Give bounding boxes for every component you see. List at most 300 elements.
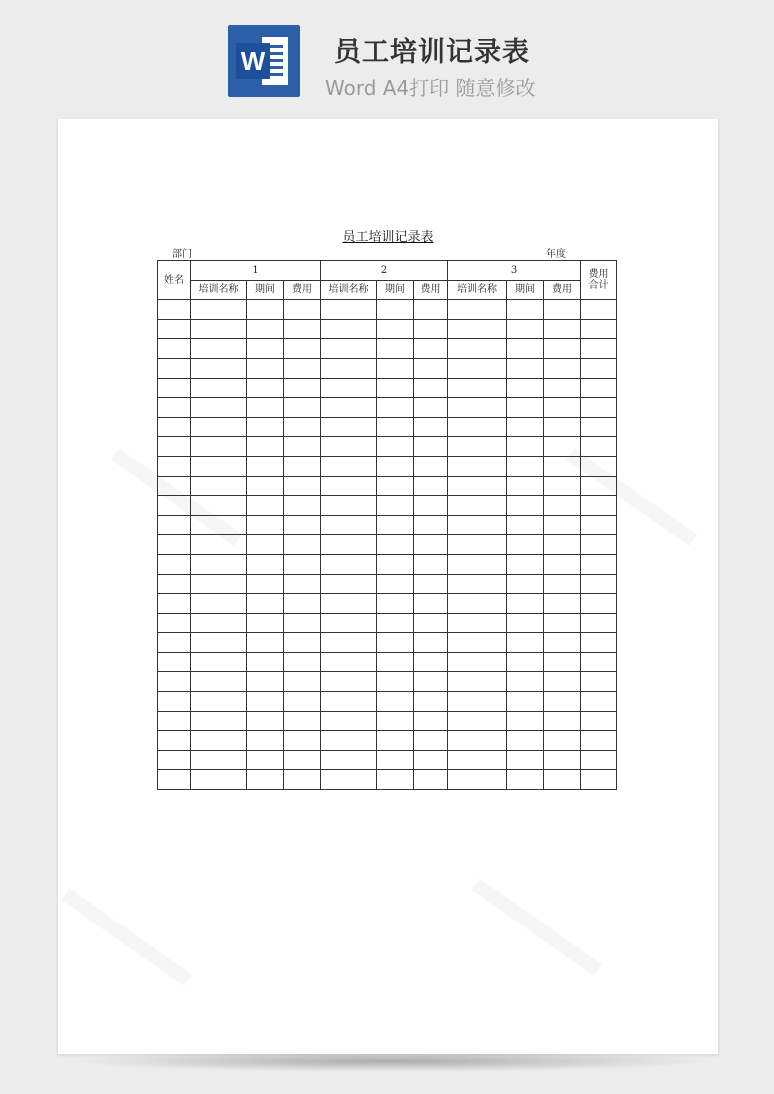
table-cell[interactable] bbox=[448, 554, 507, 574]
table-cell[interactable] bbox=[414, 476, 448, 496]
table-cell[interactable] bbox=[581, 496, 617, 516]
table-cell[interactable] bbox=[377, 750, 414, 770]
table-cell[interactable] bbox=[247, 554, 284, 574]
table-cell[interactable] bbox=[284, 652, 321, 672]
table-cell[interactable] bbox=[581, 652, 617, 672]
table-cell[interactable] bbox=[448, 672, 507, 692]
table-cell[interactable] bbox=[377, 496, 414, 516]
table-cell[interactable] bbox=[191, 319, 247, 339]
table-cell[interactable] bbox=[321, 574, 377, 594]
table-cell[interactable] bbox=[284, 770, 321, 790]
table-cell[interactable] bbox=[507, 300, 544, 320]
table-cell[interactable] bbox=[377, 692, 414, 712]
table-cell[interactable] bbox=[448, 437, 507, 457]
table-cell[interactable] bbox=[321, 456, 377, 476]
table-cell[interactable] bbox=[191, 515, 247, 535]
table-cell[interactable] bbox=[544, 476, 581, 496]
table-cell[interactable] bbox=[321, 417, 377, 437]
table-cell[interactable] bbox=[448, 456, 507, 476]
table-cell[interactable] bbox=[191, 300, 247, 320]
table-cell[interactable] bbox=[191, 731, 247, 751]
table-cell[interactable] bbox=[581, 398, 617, 418]
table-cell[interactable] bbox=[414, 574, 448, 594]
table-cell[interactable] bbox=[544, 692, 581, 712]
table-cell[interactable] bbox=[544, 496, 581, 516]
table-row bbox=[158, 535, 617, 555]
table-cell[interactable] bbox=[507, 574, 544, 594]
table-cell[interactable] bbox=[321, 437, 377, 457]
table-cell[interactable] bbox=[377, 672, 414, 692]
table-cell[interactable] bbox=[377, 711, 414, 731]
table-cell[interactable] bbox=[581, 300, 617, 320]
table-cell[interactable] bbox=[507, 652, 544, 672]
table-cell[interactable] bbox=[507, 398, 544, 418]
document-page bbox=[58, 119, 718, 1054]
table-cell[interactable] bbox=[448, 496, 507, 516]
table-cell[interactable] bbox=[158, 319, 191, 339]
table-cell[interactable] bbox=[158, 378, 191, 398]
table-cell[interactable] bbox=[507, 535, 544, 555]
table-cell[interactable] bbox=[321, 300, 377, 320]
table-cell[interactable] bbox=[284, 574, 321, 594]
table-cell[interactable] bbox=[448, 358, 507, 378]
table-cell[interactable] bbox=[414, 417, 448, 437]
table-cell[interactable] bbox=[581, 750, 617, 770]
table-cell[interactable] bbox=[448, 339, 507, 359]
table-cell[interactable] bbox=[321, 750, 377, 770]
table-cell[interactable] bbox=[507, 613, 544, 633]
table-cell[interactable] bbox=[377, 574, 414, 594]
table-cell[interactable] bbox=[377, 613, 414, 633]
table-row bbox=[158, 339, 617, 359]
table-cell[interactable] bbox=[414, 652, 448, 672]
table-row bbox=[158, 319, 617, 339]
table-cell[interactable] bbox=[284, 515, 321, 535]
table-cell[interactable] bbox=[377, 358, 414, 378]
table-cell[interactable] bbox=[284, 358, 321, 378]
table-cell[interactable] bbox=[284, 319, 321, 339]
table-cell[interactable] bbox=[321, 770, 377, 790]
table-cell[interactable] bbox=[581, 692, 617, 712]
table-cell[interactable] bbox=[581, 378, 617, 398]
table-cell[interactable] bbox=[581, 770, 617, 790]
table-cell[interactable] bbox=[544, 574, 581, 594]
table-row bbox=[158, 358, 617, 378]
table-cell[interactable] bbox=[544, 633, 581, 653]
table-cell[interactable] bbox=[158, 535, 191, 555]
table-cell[interactable] bbox=[544, 594, 581, 614]
table-cell[interactable] bbox=[321, 731, 377, 751]
table-cell[interactable] bbox=[377, 633, 414, 653]
table-cell[interactable] bbox=[377, 594, 414, 614]
table-cell[interactable] bbox=[191, 633, 247, 653]
table-cell[interactable] bbox=[247, 456, 284, 476]
table-cell[interactable] bbox=[247, 437, 284, 457]
table-cell[interactable] bbox=[158, 476, 191, 496]
table-cell[interactable] bbox=[158, 711, 191, 731]
table-cell[interactable] bbox=[321, 476, 377, 496]
table-cell[interactable] bbox=[414, 711, 448, 731]
table-cell[interactable] bbox=[377, 554, 414, 574]
table-cell[interactable] bbox=[414, 398, 448, 418]
table-cell[interactable] bbox=[284, 417, 321, 437]
table-cell[interactable] bbox=[414, 535, 448, 555]
table-cell[interactable] bbox=[247, 574, 284, 594]
table-cell[interactable] bbox=[581, 731, 617, 751]
table-cell[interactable] bbox=[321, 613, 377, 633]
table-cell[interactable] bbox=[544, 339, 581, 359]
table-cell[interactable] bbox=[448, 613, 507, 633]
table-cell[interactable] bbox=[448, 750, 507, 770]
table-row bbox=[158, 672, 617, 692]
table-cell[interactable] bbox=[544, 613, 581, 633]
table-cell[interactable] bbox=[247, 770, 284, 790]
table-cell[interactable] bbox=[448, 515, 507, 535]
table-cell[interactable] bbox=[321, 515, 377, 535]
table-cell[interactable] bbox=[581, 476, 617, 496]
table-cell[interactable] bbox=[507, 437, 544, 457]
table-cell[interactable] bbox=[158, 437, 191, 457]
table-cell[interactable] bbox=[158, 652, 191, 672]
table-cell[interactable] bbox=[191, 711, 247, 731]
table-cell[interactable] bbox=[247, 594, 284, 614]
table-cell[interactable] bbox=[507, 319, 544, 339]
table-cell[interactable] bbox=[448, 398, 507, 418]
table-cell[interactable] bbox=[247, 515, 284, 535]
table-row bbox=[158, 731, 617, 751]
table-cell[interactable] bbox=[507, 456, 544, 476]
table-row bbox=[158, 476, 617, 496]
table-cell[interactable] bbox=[247, 417, 284, 437]
table-cell[interactable] bbox=[448, 770, 507, 790]
table-cell[interactable] bbox=[321, 633, 377, 653]
table-cell[interactable] bbox=[247, 633, 284, 653]
table-cell[interactable] bbox=[581, 672, 617, 692]
table-cell[interactable] bbox=[284, 398, 321, 418]
table-cell[interactable] bbox=[507, 358, 544, 378]
table-cell[interactable] bbox=[284, 339, 321, 359]
table-cell[interactable] bbox=[158, 594, 191, 614]
table-cell[interactable] bbox=[507, 378, 544, 398]
table-cell[interactable] bbox=[414, 456, 448, 476]
table-cell[interactable] bbox=[191, 574, 247, 594]
table-cell[interactable] bbox=[448, 652, 507, 672]
table-cell[interactable] bbox=[544, 437, 581, 457]
table-cell[interactable] bbox=[284, 613, 321, 633]
table-cell[interactable] bbox=[247, 300, 284, 320]
table-cell[interactable] bbox=[321, 554, 377, 574]
table-cell[interactable] bbox=[191, 672, 247, 692]
table-cell[interactable] bbox=[191, 594, 247, 614]
table-cell[interactable] bbox=[191, 554, 247, 574]
table-cell[interactable] bbox=[507, 417, 544, 437]
table-cell[interactable] bbox=[377, 652, 414, 672]
table-cell[interactable] bbox=[581, 711, 617, 731]
training-name-header: 培训名称 bbox=[191, 280, 247, 300]
table-cell[interactable] bbox=[507, 339, 544, 359]
table-cell[interactable] bbox=[284, 496, 321, 516]
table-cell[interactable] bbox=[544, 515, 581, 535]
table-cell[interactable] bbox=[448, 711, 507, 731]
year-label: 年度 bbox=[546, 249, 566, 260]
table-cell[interactable] bbox=[321, 535, 377, 555]
total-fee-header-line2: 合计 bbox=[588, 280, 609, 292]
table-cell[interactable] bbox=[284, 672, 321, 692]
table-cell[interactable] bbox=[191, 358, 247, 378]
table-row bbox=[158, 633, 617, 653]
table-cell[interactable] bbox=[191, 750, 247, 770]
table-cell[interactable] bbox=[448, 417, 507, 437]
table-cell[interactable] bbox=[158, 398, 191, 418]
table-cell[interactable] bbox=[247, 398, 284, 418]
table-cell[interactable] bbox=[284, 554, 321, 574]
table-cell[interactable] bbox=[377, 770, 414, 790]
table-cell[interactable] bbox=[544, 417, 581, 437]
table-cell[interactable] bbox=[158, 456, 191, 476]
table-cell[interactable] bbox=[191, 398, 247, 418]
table-cell[interactable] bbox=[191, 535, 247, 555]
table-cell[interactable] bbox=[414, 515, 448, 535]
table-cell[interactable] bbox=[507, 692, 544, 712]
table-cell[interactable] bbox=[448, 300, 507, 320]
table-cell[interactable] bbox=[414, 750, 448, 770]
table-cell[interactable] bbox=[247, 319, 284, 339]
table-cell[interactable] bbox=[448, 378, 507, 398]
table-cell[interactable] bbox=[284, 750, 321, 770]
table-cell[interactable] bbox=[448, 731, 507, 751]
table-cell[interactable] bbox=[448, 633, 507, 653]
table-cell[interactable] bbox=[191, 417, 247, 437]
table-cell[interactable] bbox=[581, 515, 617, 535]
table-cell[interactable] bbox=[581, 319, 617, 339]
table-cell[interactable] bbox=[321, 319, 377, 339]
table-cell[interactable] bbox=[284, 437, 321, 457]
table-cell[interactable] bbox=[158, 358, 191, 378]
table-cell[interactable] bbox=[247, 378, 284, 398]
table-cell[interactable] bbox=[377, 476, 414, 496]
table-cell[interactable] bbox=[247, 535, 284, 555]
table-cell[interactable] bbox=[581, 417, 617, 437]
table-cell[interactable] bbox=[581, 358, 617, 378]
header-subtitle: Word A4打印 随意修改 bbox=[325, 76, 536, 100]
table-cell[interactable] bbox=[544, 554, 581, 574]
table-cell[interactable] bbox=[247, 692, 284, 712]
table-row bbox=[158, 398, 617, 418]
table-cell[interactable] bbox=[448, 594, 507, 614]
table-cell[interactable] bbox=[284, 535, 321, 555]
table-cell[interactable] bbox=[507, 633, 544, 653]
table-cell[interactable] bbox=[321, 692, 377, 712]
table-cell[interactable] bbox=[284, 594, 321, 614]
table-cell[interactable] bbox=[544, 652, 581, 672]
table-cell[interactable] bbox=[284, 711, 321, 731]
table-cell[interactable] bbox=[158, 770, 191, 790]
table-cell[interactable] bbox=[448, 476, 507, 496]
table-cell[interactable] bbox=[581, 633, 617, 653]
table-cell[interactable] bbox=[191, 339, 247, 359]
table-cell[interactable] bbox=[321, 398, 377, 418]
table-row bbox=[158, 496, 617, 516]
table-cell[interactable] bbox=[544, 378, 581, 398]
table-cell[interactable] bbox=[544, 398, 581, 418]
table-cell[interactable] bbox=[544, 672, 581, 692]
table-cell[interactable] bbox=[507, 496, 544, 516]
table-cell[interactable] bbox=[321, 594, 377, 614]
table-cell[interactable] bbox=[507, 554, 544, 574]
table-cell[interactable] bbox=[544, 358, 581, 378]
table-cell[interactable] bbox=[247, 711, 284, 731]
table-cell[interactable] bbox=[414, 319, 448, 339]
table-cell[interactable] bbox=[414, 300, 448, 320]
table-cell[interactable] bbox=[581, 574, 617, 594]
table-row bbox=[158, 652, 617, 672]
table-cell[interactable] bbox=[158, 339, 191, 359]
table-cell[interactable] bbox=[191, 692, 247, 712]
table-cell[interactable] bbox=[284, 731, 321, 751]
table-cell[interactable] bbox=[507, 515, 544, 535]
table-cell[interactable] bbox=[158, 554, 191, 574]
table-cell[interactable] bbox=[377, 300, 414, 320]
table-cell[interactable] bbox=[247, 339, 284, 359]
table-cell[interactable] bbox=[581, 535, 617, 555]
table-cell[interactable] bbox=[377, 515, 414, 535]
table-cell[interactable] bbox=[507, 672, 544, 692]
watermark bbox=[458, 870, 608, 995]
group-header-2: 2 bbox=[321, 261, 448, 281]
table-cell[interactable] bbox=[544, 535, 581, 555]
table-cell[interactable] bbox=[321, 339, 377, 359]
table-cell[interactable] bbox=[321, 358, 377, 378]
table-cell[interactable] bbox=[377, 456, 414, 476]
table-cell[interactable] bbox=[158, 633, 191, 653]
table-cell[interactable] bbox=[191, 378, 247, 398]
header-title: 员工培训记录表 bbox=[334, 37, 530, 68]
table-cell[interactable] bbox=[158, 750, 191, 770]
table-cell[interactable] bbox=[414, 770, 448, 790]
table-cell[interactable] bbox=[544, 731, 581, 751]
table-cell[interactable] bbox=[414, 613, 448, 633]
table-cell[interactable] bbox=[321, 652, 377, 672]
table-cell[interactable] bbox=[247, 358, 284, 378]
table-cell[interactable] bbox=[414, 672, 448, 692]
table-cell[interactable] bbox=[377, 339, 414, 359]
table-cell[interactable] bbox=[191, 437, 247, 457]
table-cell[interactable] bbox=[191, 770, 247, 790]
table-cell[interactable] bbox=[414, 358, 448, 378]
table-cell[interactable] bbox=[448, 535, 507, 555]
table-row bbox=[158, 711, 617, 731]
table-cell[interactable] bbox=[191, 456, 247, 476]
table-cell[interactable] bbox=[191, 476, 247, 496]
table-cell[interactable] bbox=[321, 672, 377, 692]
table-cell[interactable] bbox=[448, 692, 507, 712]
header-banner bbox=[0, 0, 774, 110]
table-cell[interactable] bbox=[507, 770, 544, 790]
table-cell[interactable] bbox=[158, 515, 191, 535]
table-cell[interactable] bbox=[544, 750, 581, 770]
table-cell[interactable] bbox=[284, 456, 321, 476]
table-row bbox=[158, 554, 617, 574]
table-cell[interactable] bbox=[284, 692, 321, 712]
table-cell[interactable] bbox=[321, 496, 377, 516]
table-cell[interactable] bbox=[544, 319, 581, 339]
table-cell[interactable] bbox=[544, 456, 581, 476]
table-cell[interactable] bbox=[581, 437, 617, 457]
table-cell[interactable] bbox=[544, 711, 581, 731]
table-cell[interactable] bbox=[377, 437, 414, 457]
table-cell[interactable] bbox=[377, 319, 414, 339]
table-cell[interactable] bbox=[191, 613, 247, 633]
table-cell[interactable] bbox=[377, 535, 414, 555]
table-cell[interactable] bbox=[247, 672, 284, 692]
table-cell[interactable] bbox=[414, 731, 448, 751]
table-cell[interactable] bbox=[414, 554, 448, 574]
table-cell[interactable] bbox=[448, 319, 507, 339]
table-cell[interactable] bbox=[158, 417, 191, 437]
table-cell[interactable] bbox=[284, 378, 321, 398]
table-cell[interactable] bbox=[284, 633, 321, 653]
table-cell[interactable] bbox=[247, 731, 284, 751]
table-cell[interactable] bbox=[158, 300, 191, 320]
table-cell[interactable] bbox=[414, 692, 448, 712]
table-cell[interactable] bbox=[158, 692, 191, 712]
table-cell[interactable] bbox=[414, 633, 448, 653]
table-cell[interactable] bbox=[507, 750, 544, 770]
table-cell[interactable] bbox=[321, 711, 377, 731]
table-cell[interactable] bbox=[544, 300, 581, 320]
table-cell[interactable] bbox=[414, 437, 448, 457]
table-cell[interactable] bbox=[284, 300, 321, 320]
table-cell[interactable] bbox=[377, 398, 414, 418]
table-cell[interactable] bbox=[544, 770, 581, 790]
table-cell[interactable] bbox=[158, 574, 191, 594]
table-cell[interactable] bbox=[158, 731, 191, 751]
table-cell[interactable] bbox=[581, 339, 617, 359]
table-cell[interactable] bbox=[448, 574, 507, 594]
table-cell[interactable] bbox=[507, 476, 544, 496]
table-cell[interactable] bbox=[191, 496, 247, 516]
table-cell[interactable] bbox=[377, 731, 414, 751]
table-cell[interactable] bbox=[247, 476, 284, 496]
table-row bbox=[158, 770, 617, 790]
table-cell[interactable] bbox=[581, 594, 617, 614]
table-cell[interactable] bbox=[191, 652, 247, 672]
table-cell[interactable] bbox=[158, 672, 191, 692]
table-cell[interactable] bbox=[377, 378, 414, 398]
table-cell[interactable] bbox=[414, 594, 448, 614]
table-cell[interactable] bbox=[507, 731, 544, 751]
table-cell[interactable] bbox=[581, 554, 617, 574]
table-cell[interactable] bbox=[581, 613, 617, 633]
table-cell[interactable] bbox=[247, 496, 284, 516]
fee-header: 费用 bbox=[284, 280, 321, 300]
table-cell[interactable] bbox=[158, 496, 191, 516]
table-cell[interactable] bbox=[247, 613, 284, 633]
table-cell[interactable] bbox=[247, 750, 284, 770]
table-cell[interactable] bbox=[581, 456, 617, 476]
table-row bbox=[158, 437, 617, 457]
table-cell[interactable] bbox=[377, 417, 414, 437]
table-cell[interactable] bbox=[158, 613, 191, 633]
table-cell[interactable] bbox=[414, 496, 448, 516]
table-cell[interactable] bbox=[284, 476, 321, 496]
table-cell[interactable] bbox=[507, 594, 544, 614]
table-cell[interactable] bbox=[507, 711, 544, 731]
table-cell[interactable] bbox=[414, 339, 448, 359]
table-cell[interactable] bbox=[414, 378, 448, 398]
table-cell[interactable] bbox=[321, 378, 377, 398]
table-cell[interactable] bbox=[247, 652, 284, 672]
